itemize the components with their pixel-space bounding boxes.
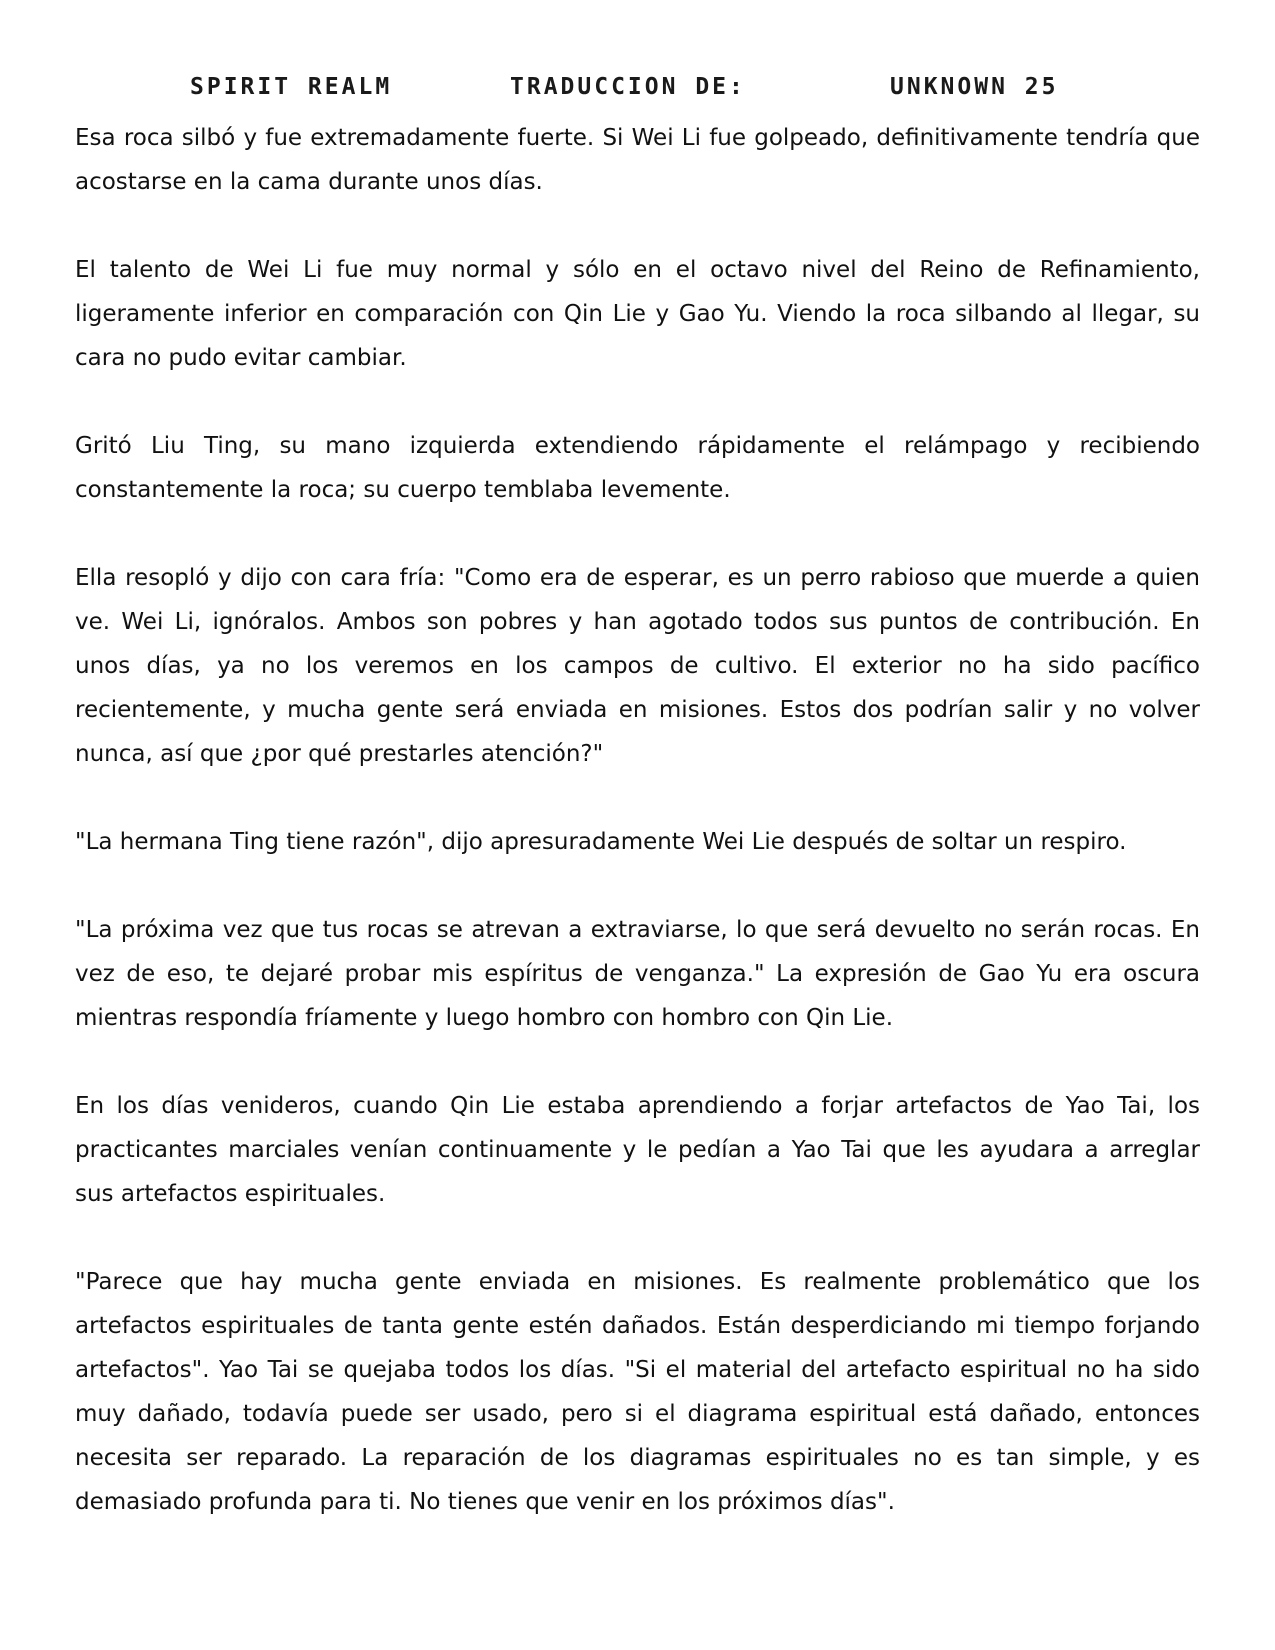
page-header xyxy=(190,74,1090,110)
paragraph: "Parece que hay mucha gente enviada en misiones. Es realmente problemático que los artefactos espirituales de tanta gente estén dañados. Están desperdiciando mi tiempo forjando artefactos". Yao Tai se quejaba todos los días. "Si el material del artefacto espiritual no ha sido muy dañado, todavía puede ser usado, pero si el diagrama espiritual está dañado, entonces necesita ser reparado. La reparación de los diagramas espirituales no es tan simple, y es demasiado profunda para ti. No tienes que venir en los próximos días". xyxy=(75,1269,1200,1515)
header-title: SPIRIT REALM xyxy=(190,74,393,100)
paragraph: Gritó Liu Ting, su mano izquierda extendiendo rápidamente el relámpago y recibiendo constantemente la roca; su cuerpo temblaba levemente. xyxy=(75,433,1200,503)
paragraph: El talento de Wei Li fue muy normal y sólo en el octavo nivel del Reino de Refinamiento, ligeramente inferior en comparación con Qin Lie y Gao Yu. Viendo la roca silbando al llegar, su cara no pudo evitar cambiar. xyxy=(75,257,1200,371)
paragraph: Esa roca silbó y fue extremadamente fuerte. Si Wei Li fue golpeado, definitivamente tendría que acostarse en la cama durante unos días. xyxy=(75,125,1200,195)
paragraph: "La hermana Ting tiene razón", dijo apresuradamente Wei Lie después de soltar un respiro. xyxy=(75,829,1127,855)
paragraph: En los días venideros, cuando Qin Lie estaba aprendiendo a forjar artefactos de Yao Tai, los practicantes marciales venían continuamente y le pedían a Yao Tai que les ayudara a arreglar sus artefactos espirituales. xyxy=(75,1093,1200,1207)
header-translator: UNKNOWN 25 xyxy=(890,74,1059,100)
document-body xyxy=(75,116,1200,1568)
paragraph: Ella resopló y dijo con cara fría: "Como era de esperar, es un perro rabioso que muerde a quien ve. Wei Li, ignóralos. Ambos son pobres y han agotado todos sus puntos de contribución. En unos días, ya no los veremos en los campos de cultivo. El exterior no ha sido pacífico recientemente, y mucha gente será enviada en misiones. Estos dos podrían salir y no volver nunca, así que ¿por qué prestarles atención?" xyxy=(75,565,1200,767)
paragraph: "La próxima vez que tus rocas se atrevan a extraviarse, lo que será devuelto no serán rocas. En vez de eso, te dejaré probar mis espíritus de venganza." La expresión de Gao Yu era oscura mientras respondía fríamente y luego hombro con hombro con Qin Lie. xyxy=(75,917,1200,1031)
header-translation-label: TRADUCCION DE: xyxy=(510,74,746,100)
